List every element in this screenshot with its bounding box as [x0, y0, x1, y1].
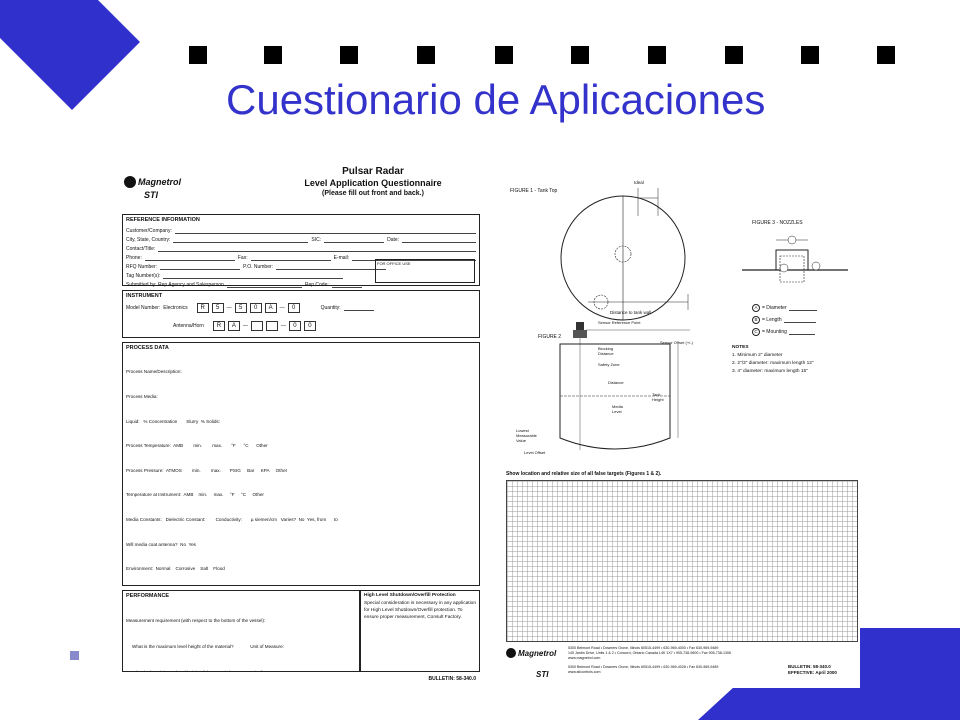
note-item: 3. 4" diameter: maximum length 15" — [732, 369, 808, 374]
logo-brand: Magnetrol — [138, 177, 182, 187]
fig2-label: Sensor Reference Point — [598, 320, 641, 325]
fig1-tank-top-diagram — [528, 184, 708, 324]
letter-c-icon: C — [752, 328, 760, 336]
decor-square — [801, 46, 819, 64]
fig2-label: Lowest Measurable Value — [516, 428, 537, 443]
fig3-legend-item: B = Length — [752, 314, 817, 326]
fig1-title: FIGURE 1 - Tank Top — [510, 188, 558, 194]
fig1-ideal-label: Ideal — [634, 180, 644, 185]
code-cell[interactable]: 0 — [250, 303, 262, 313]
decor-square — [571, 46, 589, 64]
process-row[interactable]: Process Pressure: ATMOS min. max. PSIG Bar KPA Other — [126, 467, 288, 473]
instrument-header: INSTRUMENT — [126, 293, 163, 299]
sti-logo: STI — [144, 190, 159, 200]
fig2-label: Distance — [608, 380, 624, 385]
note-item: 1. Minimum 2" diameter — [732, 353, 783, 358]
false-target-grid[interactable] — [506, 480, 858, 642]
fig2-label: Blocking Distance — [598, 346, 614, 356]
fig2-label: Level Offset — [524, 450, 546, 455]
reference-section — [122, 214, 480, 286]
footer-logo-magnetrol: Magnetrol — [506, 648, 556, 658]
questionnaire-page-back — [500, 160, 860, 688]
reference-row[interactable]: Submitted by: Rep Agency and Salesperson Rep Code: — [126, 279, 476, 288]
decor-square — [417, 46, 435, 64]
reference-row[interactable]: Phone: Fax: E-mail: — [126, 252, 476, 261]
footer-logo-sti: STI — [536, 670, 549, 679]
notes-block — [732, 344, 814, 376]
code-cell[interactable]: 5 — [235, 303, 247, 313]
fig2-label: Safety Zone — [598, 362, 620, 367]
performance-row[interactable]: What is the maximum level height of the material? Unit of Measure: — [132, 643, 284, 649]
magnetrol-logo — [124, 176, 181, 188]
code-cell[interactable]: R — [197, 303, 209, 313]
reference-row[interactable]: RFQ Number: P.O. Number: — [126, 261, 476, 270]
decor-square — [495, 46, 513, 64]
questionnaire-page-front — [118, 160, 484, 688]
reference-header: REFERENCE INFORMATION — [126, 217, 200, 223]
fig2-label: Sensor Offset (+/-) — [660, 340, 693, 345]
code-cell[interactable]: R — [213, 321, 225, 331]
reference-row[interactable]: Tag Number(s): — [126, 270, 476, 279]
fig3-title: FIGURE 3 - NOZZLES — [752, 220, 803, 226]
form-title — [268, 166, 478, 198]
letter-b-icon: B — [752, 316, 760, 324]
grid-caption: Show location and relative size of all false targets (Figures 1 & 2). — [506, 471, 662, 477]
fig2-tank-side-diagram — [540, 320, 720, 460]
process-data-section — [122, 342, 480, 586]
fig3-legend-item: C = Mounting — [752, 326, 817, 338]
office-use-box: FOR OFFICE USE — [375, 259, 475, 283]
letter-a-icon: A — [752, 304, 760, 312]
fig3-nozzle-diagram — [740, 232, 850, 292]
decor-square — [648, 46, 666, 64]
code-cell[interactable]: 5 — [212, 303, 224, 313]
performance-section — [122, 590, 360, 672]
high-level-shutdown-box — [360, 590, 480, 672]
code-cell[interactable] — [251, 321, 263, 331]
performance-row[interactable] — [126, 669, 356, 672]
footer-addresses: 5300 Belmont Road • Downers Grove, Illinois 60515-4499 • 630-969-4000 • Fax 630-969-9489 145 Jardin Drive, Units 1 & 2 • Concord, Ontario Canada L4K 1X7 • 905-738-9600 • Fax 905-738-1306 www.magnetrol.com 5300 Belmont Road • Downers Grove, Illinois 60515-4499 • 630-969-4028 • Fax 630-969-9489 www.sticontrols.com — [568, 646, 731, 674]
fig3-legend-item: A = Diameter — [752, 302, 817, 314]
hl-text: Special consideration is necessary in any application for High Level Shutdown/Overfill protection. To ensure proper measurement, Consult Factory. — [364, 601, 476, 620]
process-row[interactable]: Liquid: % Concentration Slurry % Solids: — [126, 418, 220, 424]
process-row[interactable]: Process Media: — [126, 394, 158, 400]
form-title-line1: Pulsar Radar — [342, 166, 404, 177]
reference-row[interactable]: City, State, Country: SIC: Date: — [126, 234, 476, 243]
form-title-line2: Level Application Questionnaire — [304, 178, 442, 188]
model-row-antenna[interactable]: Antenna/Horn R A — — 0 0 — [126, 321, 476, 331]
fig2-label: Media Level — [612, 404, 623, 414]
reference-row[interactable]: Customer/Company: — [126, 225, 476, 234]
notes-title: NOTES — [732, 345, 749, 350]
decor-square — [877, 46, 895, 64]
fig2-title: FIGURE 2 — [538, 334, 562, 340]
hl-title: High Level Shutdown/Overfill Protection — [364, 593, 456, 598]
instrument-section — [122, 290, 480, 338]
corner-triangle-top-left — [0, 0, 140, 110]
slide-title: Cuestionario de Aplicaciones — [226, 76, 766, 123]
performance-header: PERFORMANCE — [126, 593, 170, 599]
process-rows — [126, 352, 476, 586]
process-row[interactable]: Temperature at Instrument: AMB min. max. °F °C Other — [126, 492, 264, 498]
decor-square — [340, 46, 358, 64]
code-cell[interactable] — [266, 321, 278, 331]
magnetrol-globe-icon — [506, 648, 516, 658]
code-cell[interactable]: 0 — [304, 321, 316, 331]
process-row[interactable]: Media Constants: Dielectric Constant: Conductivity: µ siemen/cm Varies? No Yes, from to — [126, 517, 338, 523]
fig3-legend — [752, 302, 817, 338]
fig2-label: Tank Height — [652, 392, 664, 402]
process-row[interactable]: Will media coat antenna? No Yes — [126, 541, 196, 547]
performance-row: Measurement requirement (with respect to the bottom of the vessel): — [126, 618, 266, 624]
magnetrol-globe-icon — [124, 176, 136, 188]
process-row[interactable]: Process Temperature: AMB min. max. °F °C Other — [126, 443, 268, 449]
fig1-distance-label: Distance to tank wall — [610, 310, 652, 315]
process-row[interactable]: Environment: Normal Corrosive Salt Flood — [126, 566, 225, 572]
code-cell[interactable]: A — [265, 303, 277, 313]
reference-row[interactable]: Contact/Title: — [126, 243, 476, 252]
process-header: PROCESS DATA — [126, 345, 169, 351]
decor-square — [264, 46, 282, 64]
code-cell[interactable]: A — [228, 321, 240, 331]
decor-square — [725, 46, 743, 64]
form-title-line3: (Please fill out front and back.) — [322, 190, 424, 197]
code-cell[interactable]: 0 — [288, 303, 300, 313]
model-row-electronics[interactable]: Model Number: Electronics R 5 — 5 0 A — 0 Quantity: — [126, 303, 476, 313]
footer-bulletin: BULLETIN: 58-340.0 EFFECTIVE: April 2000 — [788, 664, 837, 675]
decor-square — [189, 46, 207, 64]
process-row[interactable]: Process Name/Description: — [126, 369, 182, 375]
bulletin-front: BULLETIN: 58-340.0 — [428, 676, 476, 682]
note-item: 2. 2"/3" diameter: maximum length 12" — [732, 361, 814, 366]
code-cell[interactable]: 0 — [289, 321, 301, 331]
slide-bullet — [70, 651, 79, 660]
